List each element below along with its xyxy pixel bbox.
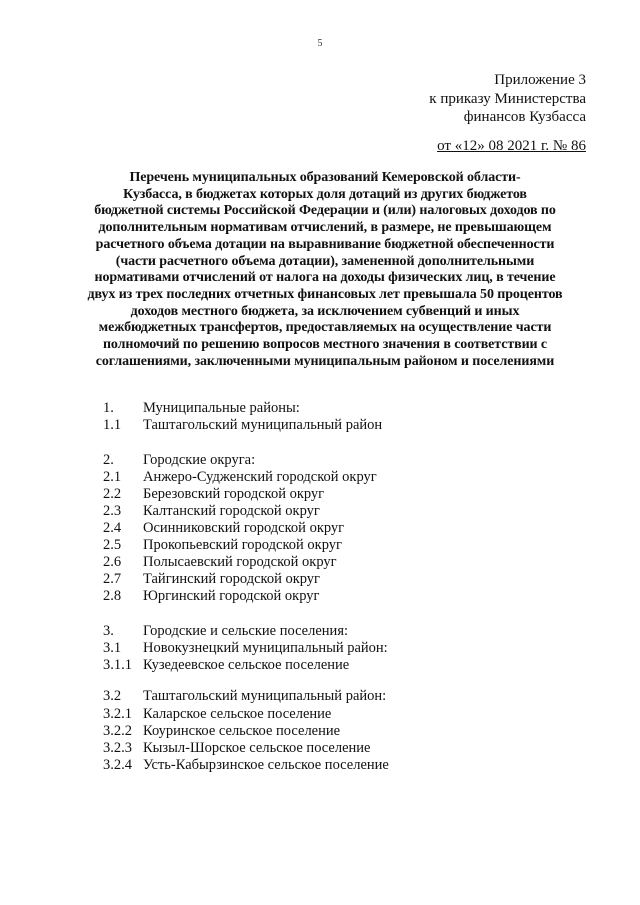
appendix-line-3: финансов Кузбасса [463,109,586,125]
list-item-text: Таштагольский муниципальный район: [143,688,387,704]
list-item-number: 3.1.1 [103,657,132,673]
list-item-text: Усть-Кабырзинское сельское поселение [143,757,389,773]
list-item-text: Городские и сельские поселения: [143,623,349,639]
list-item-number: 2.1 [103,469,122,485]
title-line: бюджетной системы Российской Федерации и (или) налоговых доходов по [94,203,556,219]
list-item-text: Муниципальные районы: [143,400,300,416]
title-line: полномочий по решению вопросов местного значения в соответствии с [102,337,548,353]
list-item-text: Таштагольский муниципальный район [143,417,383,433]
list-item-text: Каларское сельское поселение [143,706,332,722]
list-item-number: 3.1 [103,640,122,656]
list-item-text: Осинниковский городской округ [143,520,345,536]
list-item-text: Новокузнецкий муниципальный район: [143,640,388,656]
title-line: Кузбасса, в бюджетах которых доля дотаций из других бюджетов [123,186,527,202]
title-line: Перечень муниципальных образований Кемеровской области- [129,170,521,185]
list-item-number: 2.8 [103,588,122,604]
list-item-number: 3. [103,623,114,639]
list-item-number: 3.2.3 [103,740,132,756]
list-item-number: 2.3 [103,503,122,519]
list-item-number: 2. [103,452,114,468]
list-item-text: Городские округа: [143,452,256,468]
title-line: доходов местного бюджета, за исключением субвенций и иных [130,303,520,319]
list-item-text: Березовский городской округ [143,486,325,502]
title-line: дополнительным нормативам отчислений, в размере, не превышающем [98,220,552,236]
order-date-number: от «12» 08 2021 г. № 86 [437,138,586,154]
list-item-number: 3.2 [103,688,122,704]
list-item-number: 1. [103,400,114,416]
appendix-block [429,71,586,127]
appendix-line-1: Приложение 3 [494,72,586,88]
title-line: (части расчетного объема дотации), замененной дополнительными [115,253,535,269]
list-item-text: Коуринское сельское поселение [143,723,341,739]
list-item-number: 3.2.2 [103,723,132,739]
title-line: межбюджетных трансфертов, предоставляемых на осуществление части [98,320,552,336]
title-line: двух из трех последних отчетных финансовых лет превышала 50 процентов [87,286,563,302]
list-item-number: 3.2.4 [103,757,132,773]
document-title [60,170,590,370]
list-item-number: 1.1 [103,417,122,433]
list-item-number: 2.2 [103,486,122,502]
appendix-line-2: к приказу Министерства [429,90,586,107]
page-number: 5 [317,38,323,49]
title-line: нормативами отчислений от налога на доходы физических лиц, в течение [94,270,556,286]
title-line: соглашениями, заключенными муниципальным районом и поселениями [95,353,555,369]
list-item-text: Прокопьевский городской округ [143,537,342,553]
list-item-text: Тайгинский городской округ [143,571,321,587]
list-item-number: 2.6 [103,554,122,570]
list-item-text: Кызыл-Шорское сельское поселение [143,740,371,756]
list-item-text: Кузедеевское сельское поселение [143,657,350,673]
list-item-text: Калтанский городской округ [143,503,320,519]
list-item-number: 2.7 [103,571,122,587]
list-item-text: Анжеро-Судженский городской округ [143,469,377,485]
list-item-number: 2.4 [103,520,122,536]
list-item-text: Полысаевский городской округ [143,554,337,570]
list-item-number: 3.2.1 [103,706,132,722]
title-line: расчетного объема дотации на выравнивание бюджетной обеспеченности [95,236,555,252]
list-item-number: 2.5 [103,537,122,553]
list-item-text: Юргинский городской округ [143,588,320,604]
